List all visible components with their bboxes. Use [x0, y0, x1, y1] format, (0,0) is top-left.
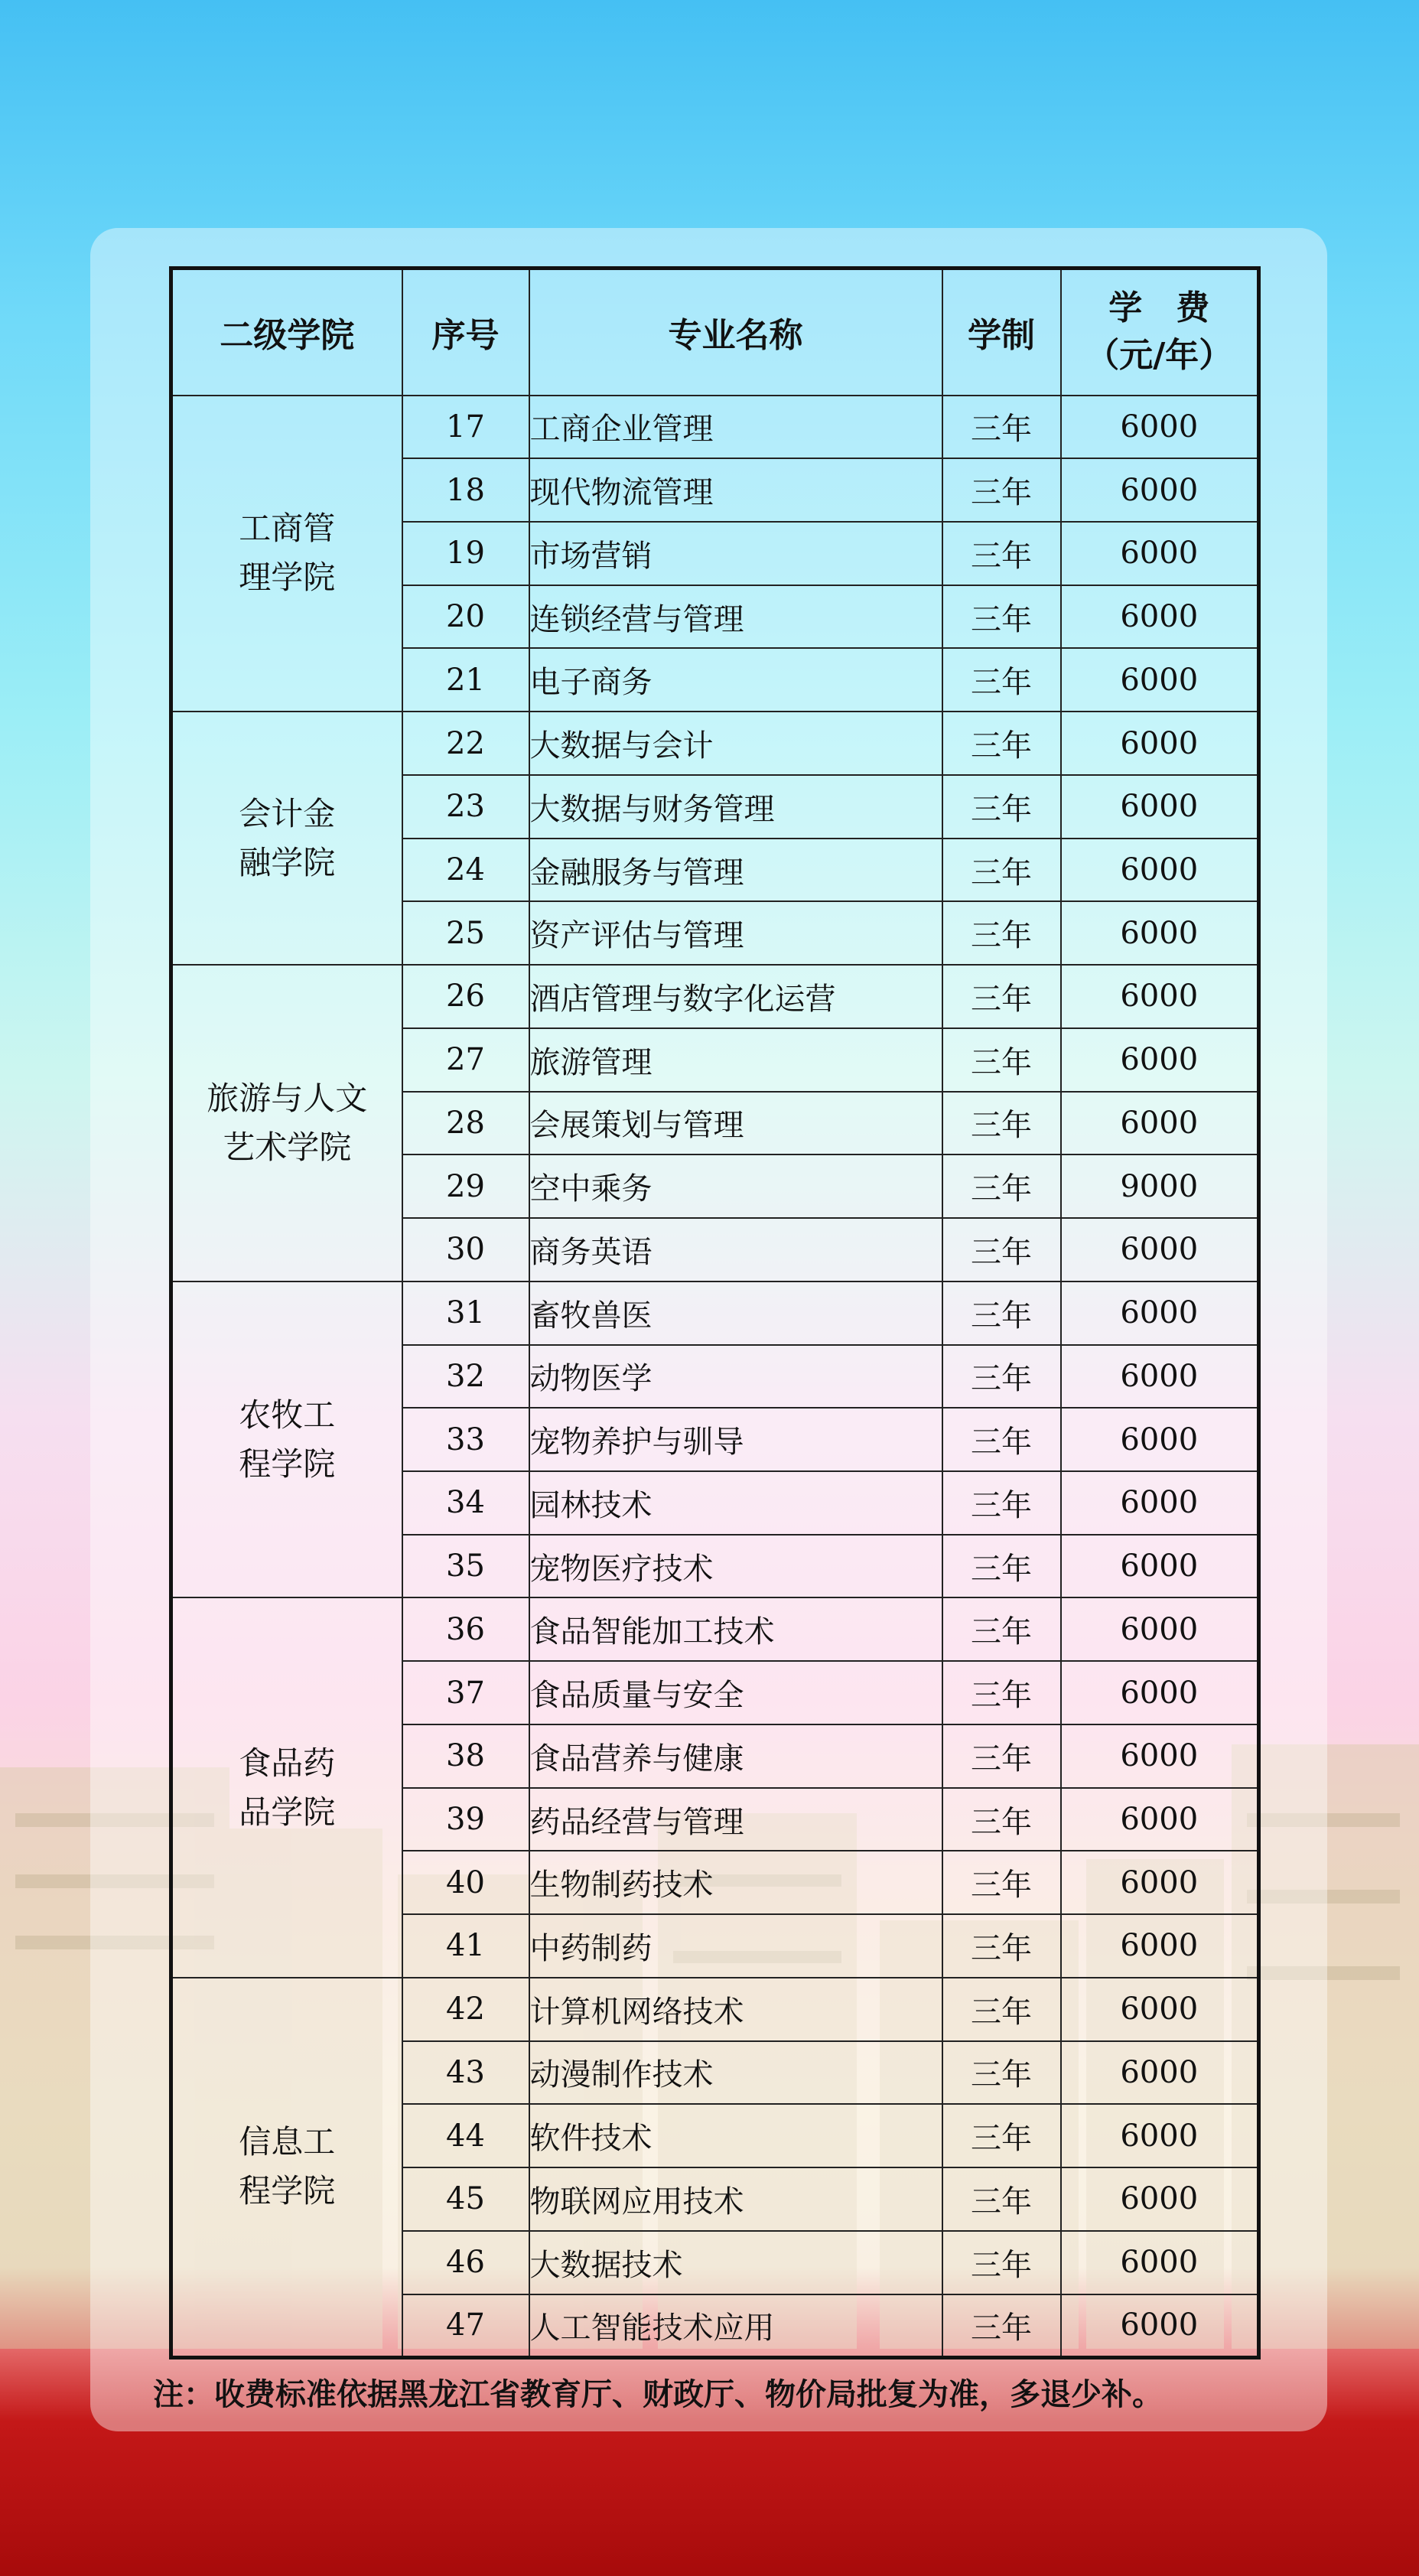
header-length: 学制: [942, 269, 1061, 396]
study-length-cell: 三年: [942, 2104, 1061, 2167]
tuition-fee-cell: 6000: [1061, 2231, 1259, 2294]
major-seq-cell: 41: [402, 1914, 529, 1978]
study-length-cell: 三年: [942, 1092, 1061, 1155]
major-name-cell: 会展策划与管理: [529, 1092, 942, 1155]
tuition-fee-cell: 6000: [1061, 1471, 1259, 1535]
tuition-fee-cell: 6000: [1061, 522, 1259, 585]
tuition-fee-cell: 6000: [1061, 1914, 1259, 1978]
tuition-fee-cell: 9000: [1061, 1154, 1259, 1218]
major-name-cell: 现代物流管理: [529, 458, 942, 522]
major-name-cell: 人工智能技术应用: [529, 2294, 942, 2358]
tuition-fee-cell: 6000: [1061, 2167, 1259, 2231]
major-seq-cell: 38: [402, 1724, 529, 1788]
major-seq-cell: 47: [402, 2294, 529, 2358]
major-name-cell: 动物医学: [529, 1345, 942, 1408]
tuition-fee-cell: 6000: [1061, 2104, 1259, 2167]
major-seq-cell: 35: [402, 1535, 529, 1598]
study-length-cell: 三年: [942, 648, 1061, 712]
table-row: [171, 1597, 1259, 1661]
major-name-cell: 中药制药: [529, 1914, 942, 1978]
tuition-fee-cell: 6000: [1061, 1408, 1259, 1471]
major-seq-cell: 28: [402, 1092, 529, 1155]
college-name-cell: 农牧工 程学院: [171, 1281, 402, 1598]
study-length-cell: 三年: [942, 712, 1061, 775]
study-length-cell: 三年: [942, 1345, 1061, 1408]
tuition-fee-cell: 6000: [1061, 396, 1259, 459]
major-seq-cell: 31: [402, 1281, 529, 1345]
study-length-cell: 三年: [942, 1408, 1061, 1471]
major-seq-cell: 25: [402, 901, 529, 965]
study-length-cell: 三年: [942, 1218, 1061, 1281]
major-seq-cell: 19: [402, 522, 529, 585]
major-seq-cell: 24: [402, 839, 529, 902]
major-name-cell: 资产评估与管理: [529, 901, 942, 965]
table-row: [171, 1978, 1259, 2041]
study-length-cell: 三年: [942, 2041, 1061, 2105]
tuition-fee-cell: 6000: [1061, 1788, 1259, 1851]
major-name-cell: 园林技术: [529, 1471, 942, 1535]
table-row: [171, 712, 1259, 775]
major-name-cell: 动漫制作技术: [529, 2041, 942, 2105]
major-seq-cell: 36: [402, 1597, 529, 1661]
study-length-cell: 三年: [942, 2231, 1061, 2294]
study-length-cell: 三年: [942, 775, 1061, 839]
study-length-cell: 三年: [942, 1597, 1061, 1661]
major-seq-cell: 32: [402, 1345, 529, 1408]
table-row: [171, 1281, 1259, 1345]
tuition-fee-cell: 6000: [1061, 2041, 1259, 2105]
major-name-cell: 金融服务与管理: [529, 839, 942, 902]
major-name-cell: 软件技术: [529, 2104, 942, 2167]
college-name-cell: 旅游与人文 艺术学院: [171, 965, 402, 1281]
major-seq-cell: 34: [402, 1471, 529, 1535]
major-seq-cell: 39: [402, 1788, 529, 1851]
header-fee: [1061, 269, 1259, 396]
tuition-fee-cell: 6000: [1061, 1092, 1259, 1155]
tuition-fee-cell: 6000: [1061, 1978, 1259, 2041]
major-name-cell: 畜牧兽医: [529, 1281, 942, 1345]
tuition-fee-cell: 6000: [1061, 965, 1259, 1028]
tuition-fee-cell: 6000: [1061, 1661, 1259, 1724]
major-seq-cell: 42: [402, 1978, 529, 2041]
header-college: 二级学院: [171, 269, 402, 396]
tuition-fee-cell: 6000: [1061, 1028, 1259, 1092]
tuition-fee-cell: 6000: [1061, 775, 1259, 839]
major-seq-cell: 23: [402, 775, 529, 839]
major-seq-cell: 26: [402, 965, 529, 1028]
tuition-fee-cell: 6000: [1061, 2294, 1259, 2358]
major-seq-cell: 22: [402, 712, 529, 775]
study-length-cell: 三年: [942, 522, 1061, 585]
study-length-cell: 三年: [942, 1788, 1061, 1851]
table-row: [171, 965, 1259, 1028]
study-length-cell: 三年: [942, 1914, 1061, 1978]
tuition-fee-cell: 6000: [1061, 1281, 1259, 1345]
major-seq-cell: 33: [402, 1408, 529, 1471]
major-name-cell: 食品质量与安全: [529, 1661, 942, 1724]
major-name-cell: 旅游管理: [529, 1028, 942, 1092]
fee-note: 注：收费标准依据黑龙江省教育厅、财政厅、物价局批复为准，多退少补。: [153, 2377, 1163, 2412]
tuition-fee-table: [169, 266, 1261, 2359]
major-seq-cell: 44: [402, 2104, 529, 2167]
major-seq-cell: 29: [402, 1154, 529, 1218]
study-length-cell: 三年: [942, 1028, 1061, 1092]
major-name-cell: 宠物医疗技术: [529, 1535, 942, 1598]
major-seq-cell: 20: [402, 585, 529, 649]
major-name-cell: 空中乘务: [529, 1154, 942, 1218]
tuition-fee-cell: 6000: [1061, 1724, 1259, 1788]
study-length-cell: 三年: [942, 1471, 1061, 1535]
college-name-cell: 食品药 品学院: [171, 1597, 402, 1977]
header-fee-line1: 学 费: [1108, 288, 1210, 328]
tuition-fee-cell: 6000: [1061, 1597, 1259, 1661]
study-length-cell: 三年: [942, 965, 1061, 1028]
study-length-cell: 三年: [942, 901, 1061, 965]
tuition-fee-cell: 6000: [1061, 1535, 1259, 1598]
major-seq-cell: 40: [402, 1851, 529, 1914]
study-length-cell: 三年: [942, 458, 1061, 522]
major-seq-cell: 30: [402, 1218, 529, 1281]
major-name-cell: 食品智能加工技术: [529, 1597, 942, 1661]
major-seq-cell: 45: [402, 2167, 529, 2231]
college-name-cell: 会计金 融学院: [171, 712, 402, 965]
study-length-cell: 三年: [942, 2294, 1061, 2358]
header-major-name: 专业名称: [529, 269, 942, 396]
tuition-fee-cell: 6000: [1061, 648, 1259, 712]
tuition-fee-cell: 6000: [1061, 1218, 1259, 1281]
header-fee-line2: （元/年）: [1085, 336, 1233, 376]
major-name-cell: 计算机网络技术: [529, 1978, 942, 2041]
major-name-cell: 药品经营与管理: [529, 1788, 942, 1851]
major-seq-cell: 17: [402, 396, 529, 459]
study-length-cell: 三年: [942, 839, 1061, 902]
major-seq-cell: 46: [402, 2231, 529, 2294]
major-name-cell: 大数据与财务管理: [529, 775, 942, 839]
major-name-cell: 大数据技术: [529, 2231, 942, 2294]
study-length-cell: 三年: [942, 396, 1061, 459]
major-name-cell: 食品营养与健康: [529, 1724, 942, 1788]
tuition-fee-cell: 6000: [1061, 585, 1259, 649]
major-name-cell: 物联网应用技术: [529, 2167, 942, 2231]
table-header-row: [171, 269, 1259, 396]
study-length-cell: 三年: [942, 1535, 1061, 1598]
header-seq: 序号: [402, 269, 529, 396]
study-length-cell: 三年: [942, 1154, 1061, 1218]
tuition-fee-cell: 6000: [1061, 1345, 1259, 1408]
study-length-cell: 三年: [942, 2167, 1061, 2231]
major-name-cell: 宠物养护与驯导: [529, 1408, 942, 1471]
tuition-fee-cell: 6000: [1061, 458, 1259, 522]
table-body: [171, 396, 1259, 2358]
major-name-cell: 连锁经营与管理: [529, 585, 942, 649]
major-name-cell: 电子商务: [529, 648, 942, 712]
major-name-cell: 酒店管理与数字化运营: [529, 965, 942, 1028]
major-name-cell: 工商企业管理: [529, 396, 942, 459]
study-length-cell: 三年: [942, 1281, 1061, 1345]
tuition-fee-cell: 6000: [1061, 839, 1259, 902]
major-seq-cell: 27: [402, 1028, 529, 1092]
study-length-cell: 三年: [942, 1724, 1061, 1788]
college-name-cell: 工商管 理学院: [171, 396, 402, 712]
major-name-cell: 市场营销: [529, 522, 942, 585]
major-seq-cell: 21: [402, 648, 529, 712]
study-length-cell: 三年: [942, 585, 1061, 649]
major-seq-cell: 18: [402, 458, 529, 522]
major-name-cell: 商务英语: [529, 1218, 942, 1281]
college-name-cell: 信息工 程学院: [171, 1978, 402, 2358]
tuition-fee-cell: 6000: [1061, 901, 1259, 965]
major-name-cell: 生物制药技术: [529, 1851, 942, 1914]
major-name-cell: 大数据与会计: [529, 712, 942, 775]
study-length-cell: 三年: [942, 1851, 1061, 1914]
major-seq-cell: 43: [402, 2041, 529, 2105]
study-length-cell: 三年: [942, 1978, 1061, 2041]
study-length-cell: 三年: [942, 1661, 1061, 1724]
table-row: [171, 396, 1259, 459]
tuition-fee-cell: 6000: [1061, 712, 1259, 775]
major-seq-cell: 37: [402, 1661, 529, 1724]
tuition-fee-cell: 6000: [1061, 1851, 1259, 1914]
